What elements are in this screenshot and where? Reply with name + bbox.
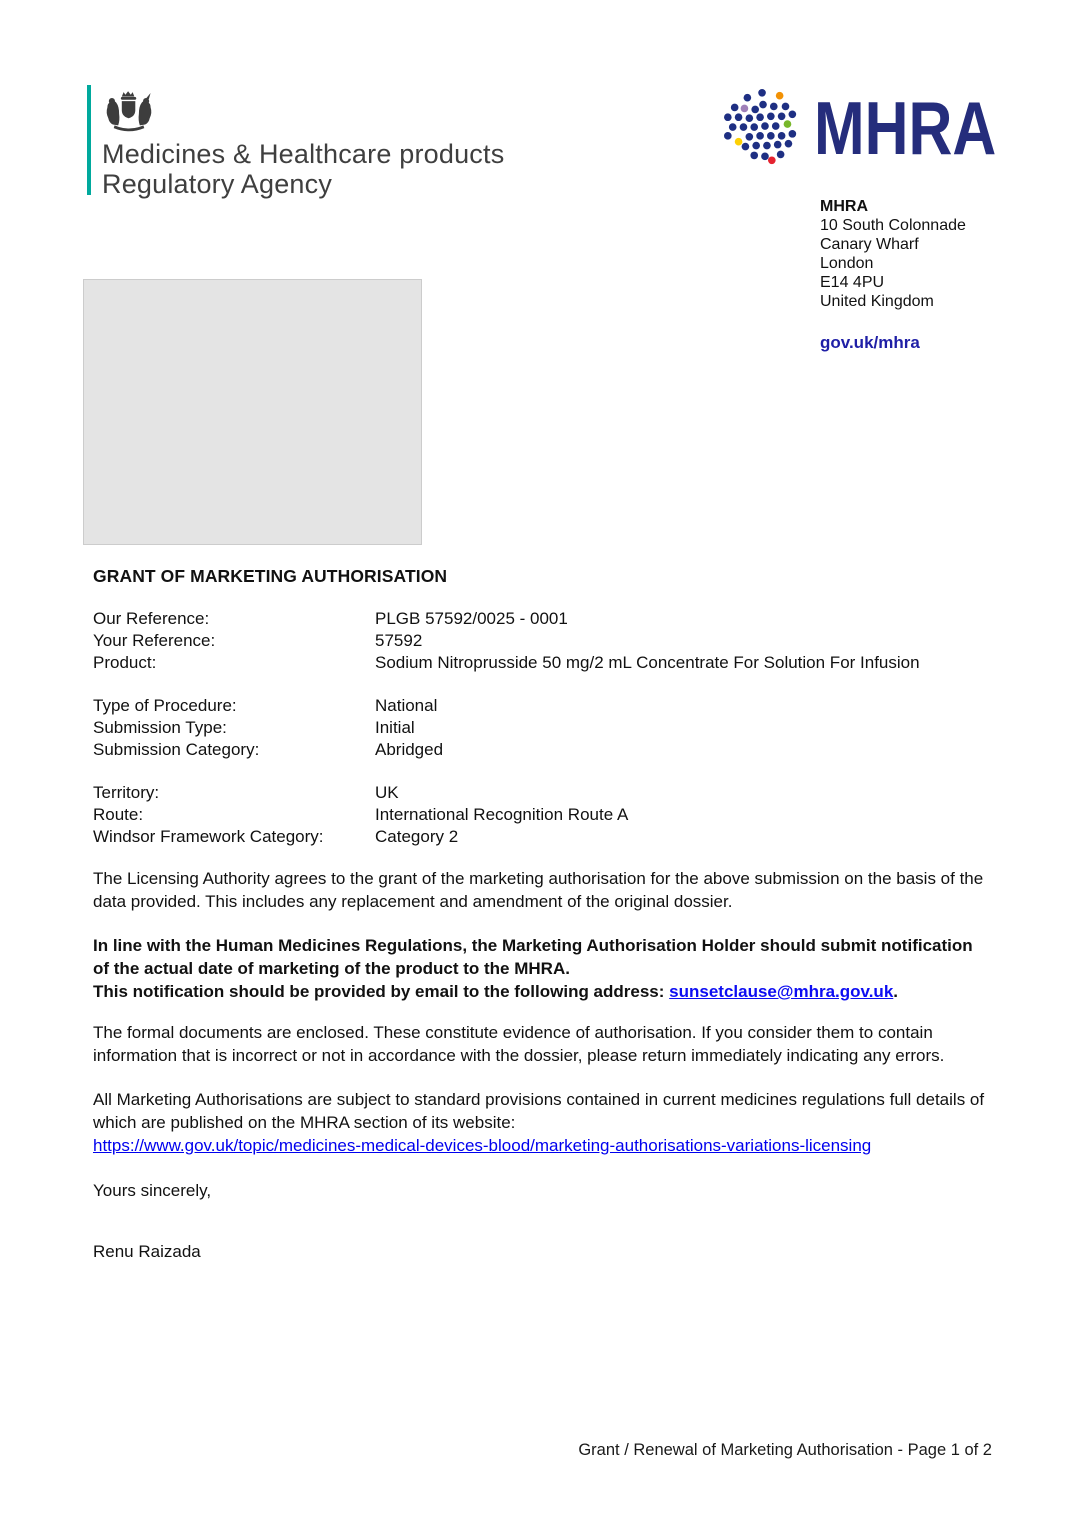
address-name: MHRA [820,198,868,215]
agency-name-line2: Regulatory Agency [102,169,333,199]
reference-group-3 [93,782,993,848]
royal-crest-icon [102,89,156,133]
reference-label: Route: [93,805,144,824]
reference-label: Our Reference: [93,609,210,628]
reference-label: Windsor Framework Category: [93,827,324,846]
reference-label: Type of Procedure: [93,696,237,715]
provisions-text: All Marketing Authorisations are subject to standard provisions contained in current medicines regulations full details of which are published on the MHRA section of its website: [93,1090,985,1132]
mhra-logo [720,84,1039,172]
mhra-website-link[interactable]: https://www.gov.uk/topic/medicines-medical-devices-blood/marketing-authorisations-variations-licensing [93,1136,872,1155]
address-line: 10 South Colonnade [820,217,966,234]
agency-logo [87,85,504,199]
address-line: E14 4PU [820,274,885,291]
reference-label: Your Reference: [93,631,216,650]
redacted-recipient-box [83,279,422,545]
reference-row [93,782,993,804]
reference-row [93,804,993,826]
reference-value: PLGB 57592/0025 - 0001 [375,609,568,628]
reference-value: National [375,696,438,715]
reference-row [93,826,993,848]
address-line: London [820,255,874,272]
reference-row [93,717,993,739]
notification-email-prefix: This notification should be provided by email to the following address: [93,982,670,1001]
page-footer: Grant / Renewal of Marketing Authorisation - Page 1 of 2 [578,1441,992,1459]
reference-group-1 [93,608,993,674]
address-line: United Kingdom [820,293,934,310]
agency-name-line1: Medicines & Healthcare products [102,139,505,169]
reference-label: Product: [93,653,157,672]
reference-value: Abridged [375,740,444,759]
reference-row [93,695,993,717]
closing-salutation: Yours sincerely, [93,1181,212,1200]
sunsetclause-email-link[interactable]: sunsetclause@mhra.gov.uk [669,982,894,1001]
mhra-logo-text: MHRA [814,86,997,170]
reference-label: Submission Category: [93,740,260,759]
paragraph-formal-documents: The formal documents are enclosed. These constitute evidence of authorisation. If you consider them to contain information that is incorrect or not in accordance with the dossier, please return immediately indicating any errors. [93,1023,945,1065]
paragraph-notification [93,934,993,1003]
mhra-dots-icon [720,84,808,172]
govuk-mhra-link[interactable]: gov.uk/mhra [820,333,920,352]
reference-label: Submission Type: [93,718,227,737]
paragraph-standard-provisions [93,1088,993,1157]
teal-rule [87,85,91,195]
reference-group-2 [93,695,993,761]
reference-value: International Recognition Route A [375,805,629,824]
reference-row [93,630,993,652]
reference-value: UK [375,783,399,802]
reference-row [93,739,993,761]
signatory-name: Renu Raizada [93,1242,201,1261]
reference-value: Sodium Nitroprusside 50 mg/2 mL Concentrate For Solution For Infusion [375,653,920,672]
address-block [820,197,966,353]
address-line: Canary Wharf [820,236,919,253]
reference-label: Territory: [93,783,160,802]
letter-title: GRANT OF MARKETING AUTHORISATION [93,566,448,586]
reference-value: 57592 [375,631,423,650]
reference-value: Initial [375,718,415,737]
letter-body [93,565,993,1263]
paragraph-licensing-authority: The Licensing Authority agrees to the grant of the marketing authorisation for the above submission on the basis of the data provided. This includes any replacement and amendment of the original dossier. [93,869,984,911]
reference-row [93,652,993,674]
notification-text: In line with the Human Medicines Regulations, the Marketing Authorisation Holder should submit notification of the actual date of marketing of the product to the MHRA. [93,936,973,978]
reference-value: Category 2 [375,827,459,846]
reference-row [93,608,993,630]
notification-email-suffix: . [893,982,899,1001]
